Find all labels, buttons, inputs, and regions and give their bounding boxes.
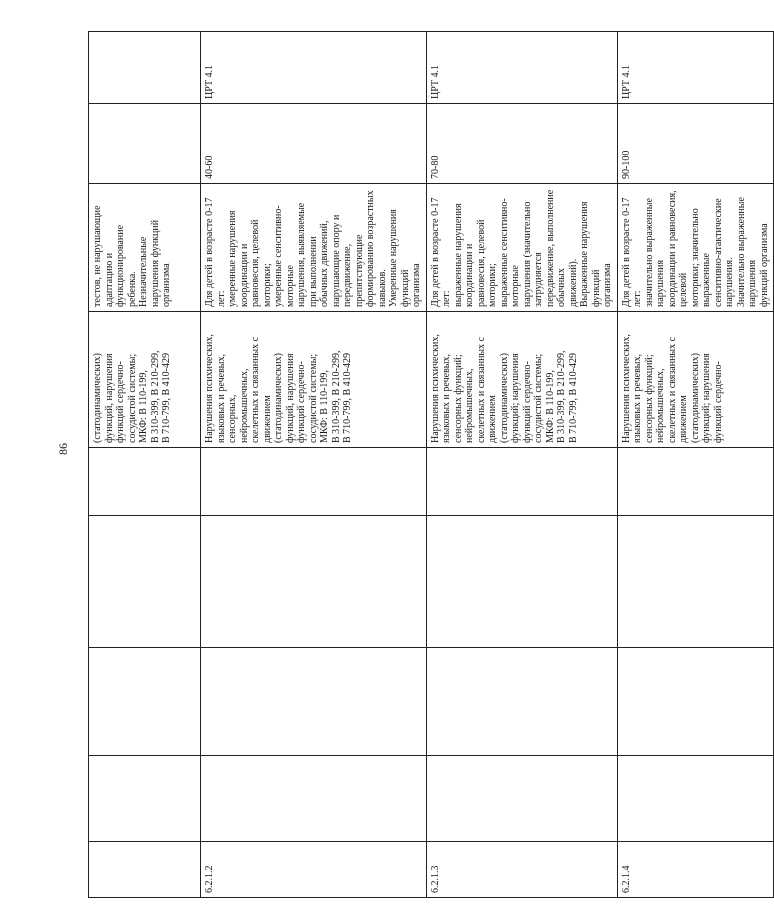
row-code-cell (617, 842, 774, 898)
empty-cell (201, 756, 427, 842)
standard-cell (426, 32, 617, 104)
percent-cell (201, 104, 427, 184)
empty-cell (426, 448, 617, 516)
empty-cell (89, 448, 201, 516)
disorders-cell (617, 312, 774, 448)
disorders-cell-text: Нарушения психических, языковых и речевых, сенсорных функций; нейромышечных, скелетных и связанных с движением (статодинамических) функций; нарушения функций сердечно- (620, 334, 724, 443)
empty-cell (89, 516, 201, 648)
table-row (426, 32, 617, 898)
standard-cell (89, 32, 201, 104)
criteria-cell (89, 184, 201, 312)
percent-cell-text: 70-80 (429, 155, 441, 179)
criteria-cell (201, 184, 427, 312)
disorders-cell-text: (статодинамических) функций, нарушения функций сердечно- сосудистой системы; МКФ: В 110-199, В 310-399, В 210-299, В 710-799, В 410-429 (92, 350, 172, 443)
rotated-table-frame (88, 32, 770, 898)
percent-cell-text: 90-100 (620, 150, 632, 179)
empty-cell (201, 448, 427, 516)
criteria-cell-text: Для детей в возрасте 0-17 лет: значительно выраженные нарушения координации и равновесия, целевой моторики; значительно выраженные сенситивно-атактические нарушения. Значительно выраженные нарушения функций организма (620, 190, 770, 307)
standard-cell-text: ЦРТ 4.1 (620, 64, 632, 99)
page-number: 86 (56, 443, 70, 455)
row-code-cell-text: 6.2.1.3 (429, 865, 441, 893)
classification-table (88, 31, 774, 898)
standard-cell (201, 32, 427, 104)
empty-cell (617, 516, 774, 648)
table-row (89, 32, 201, 898)
empty-cell (201, 516, 427, 648)
row-code-cell-text: 6.2.1.2 (204, 865, 215, 893)
percent-cell (89, 104, 201, 184)
empty-cell (89, 648, 201, 756)
table-row (617, 32, 774, 898)
standard-cell (617, 32, 774, 104)
empty-cell (617, 448, 774, 516)
disorders-cell (89, 312, 201, 448)
criteria-cell-text: Для детей в возрасте 0-17 лет: умеренные нарушения координации и равновесия, целевой моторики; умеренные сенситивно-моторные нарушения, выявляемые при выполнении обычных движений, нарушающие опору и передвижение, препятствующие формированию возрастных навыков. Умеренные нарушения функций организма (204, 190, 422, 307)
disorders-cell (201, 312, 427, 448)
criteria-cell-text: тестов, не нарушающие адаптацию и функционирование ребенка. Незначительные нарушения функций организма (92, 205, 172, 307)
empty-cell (617, 648, 774, 756)
empty-cell (426, 648, 617, 756)
percent-cell (426, 104, 617, 184)
percent-cell (617, 104, 774, 184)
criteria-cell (617, 184, 774, 312)
standard-cell-text: ЦРТ 4.1 (204, 64, 215, 99)
row-code-cell (201, 842, 427, 898)
empty-cell (617, 756, 774, 842)
empty-cell (426, 516, 617, 648)
criteria-cell-text: Для детей в возрасте 0-17 лет: выраженные нарушения координации и равновесия, целевой моторики; выраженные сенситивно-моторные нарушения (значительно затрудняется передвижение, выполнение обычных движений). Выраженные нарушения функций организма (429, 189, 613, 307)
percent-cell-text: 40-60 (204, 155, 215, 179)
empty-cell (426, 756, 617, 842)
disorders-cell-text: Нарушения психических, языковых и речевых, сенсорных функций; нейромышечных, скелетных и связанных с движением (статодинамических) функций; нарушения функций сердечно- сосудистой системы; МКФ: В 110-199, В 310-399, В 210-299, В 710-799, В 410-429 (429, 334, 579, 443)
disorders-cell-text: Нарушения психических, языковых и речевых, сенсорных, нейромышечных, скелетных и связанных с движением (статодинамических) функций, нарушения функций сердечно- сосудистой системы; МКФ: В 110-199, В 310-399, В 210-299, В 710-799, В 410-429 (204, 334, 353, 443)
table-row (201, 32, 427, 898)
standard-cell-text: ЦРТ 4.1 (429, 64, 441, 99)
row-code-cell-text: 6.2.1.4 (620, 865, 632, 893)
row-code-cell (89, 842, 201, 898)
empty-cell (201, 648, 427, 756)
row-code-cell (426, 842, 617, 898)
empty-cell (89, 756, 201, 842)
disorders-cell (426, 312, 617, 448)
criteria-cell (426, 184, 617, 312)
